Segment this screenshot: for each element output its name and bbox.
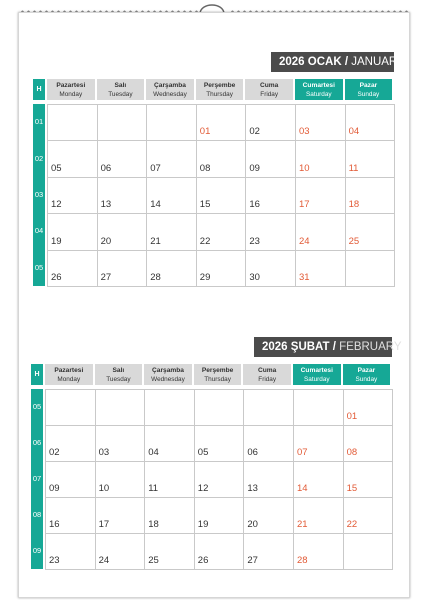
day-cell[interactable] (96, 426, 146, 462)
weekday-header-sunday (345, 79, 393, 100)
day-number: 12 (197, 483, 209, 494)
weekday-name-tr: Pazartesi (54, 367, 84, 374)
empty-day-cell (346, 251, 396, 287)
day-number: 11 (348, 162, 359, 174)
month-title-february (254, 337, 402, 357)
day-number: 31 (299, 271, 310, 283)
month-title-january (271, 52, 405, 72)
empty-day-cell (344, 534, 394, 570)
day-number: 01 (346, 411, 358, 422)
weekday-name-tr: Pazar (357, 367, 376, 374)
weekday-name-tr: Pazartesi (56, 82, 86, 89)
month-title-en: FEBRUARY (339, 341, 402, 353)
day-number: 02 (49, 447, 60, 458)
day-cell[interactable] (145, 462, 195, 498)
day-cell[interactable] (195, 462, 245, 498)
weekday-header-friday (245, 79, 293, 100)
weekday-name-tr: Cuma (258, 367, 277, 374)
day-number: 29 (199, 271, 211, 283)
day-cell[interactable] (147, 214, 197, 250)
day-cell[interactable] (96, 534, 146, 570)
month-title-sep: / (329, 341, 340, 353)
weekday-name-en: Monday (59, 91, 83, 98)
day-number: 09 (49, 483, 60, 494)
day-number: 22 (199, 235, 211, 247)
weekday-name-en: Sunday (357, 91, 380, 98)
empty-day-cell (195, 390, 245, 426)
day-number: 07 (150, 162, 161, 174)
day-number: 04 (348, 126, 360, 138)
day-number: 28 (150, 271, 161, 283)
weekday-name-en: Friday (258, 376, 277, 383)
day-number: 18 (348, 199, 360, 211)
day-number: 03 (98, 447, 110, 458)
day-cell[interactable] (197, 214, 247, 250)
week-number: 04 (34, 226, 44, 236)
day-number: 10 (98, 483, 110, 494)
day-number: 13 (247, 483, 258, 494)
day-cell[interactable] (296, 214, 346, 250)
weekday-name-tr: Cuma (260, 82, 279, 89)
week-number: 05 (32, 402, 42, 411)
day-number: 09 (249, 162, 260, 174)
weekday-header-wednesday (146, 79, 194, 100)
weekday-name-en: Saturday (304, 376, 330, 383)
weekday-name-en: Tuesday (106, 376, 131, 383)
day-cell[interactable] (296, 105, 346, 141)
week-number: 07 (32, 474, 42, 483)
day-cell[interactable] (246, 178, 296, 214)
weekday-name-tr: Cumartesi (300, 367, 333, 374)
day-number: 21 (150, 235, 161, 247)
day-cell[interactable] (98, 214, 148, 250)
day-cell[interactable] (46, 534, 96, 570)
day-cell[interactable] (98, 251, 148, 287)
day-number: 24 (98, 555, 110, 566)
day-number: 26 (197, 555, 209, 566)
day-cell[interactable] (294, 534, 344, 570)
day-cell[interactable] (197, 105, 247, 141)
day-cell[interactable] (48, 141, 98, 177)
day-cell[interactable] (98, 178, 148, 214)
day-cell[interactable] (195, 534, 245, 570)
day-cell[interactable] (344, 426, 394, 462)
day-number: 28 (297, 555, 308, 566)
month-title-tr: 2026 OCAK (279, 56, 342, 68)
day-number: 25 (148, 555, 159, 566)
weekday-header-thursday (194, 364, 242, 385)
day-number: 03 (299, 126, 310, 138)
day-cell[interactable] (344, 498, 394, 534)
day-number: 08 (199, 162, 211, 174)
day-number: 14 (297, 483, 308, 494)
day-number: 13 (100, 199, 112, 211)
day-cell[interactable] (195, 426, 245, 462)
day-number: 10 (299, 162, 310, 174)
day-cell[interactable] (244, 426, 294, 462)
day-grid (47, 104, 395, 287)
day-number: 19 (197, 519, 209, 530)
day-cell[interactable] (294, 498, 344, 534)
weekday-header-monday (47, 79, 95, 100)
day-cell[interactable] (244, 534, 294, 570)
day-cell[interactable] (147, 178, 197, 214)
day-cell[interactable] (296, 141, 346, 177)
day-cell[interactable] (294, 426, 344, 462)
weekday-header-friday (243, 364, 291, 385)
day-number: 17 (98, 519, 110, 530)
day-number: 06 (100, 162, 112, 174)
weekday-header-saturday (295, 79, 343, 100)
day-cell[interactable] (296, 178, 346, 214)
day-number: 06 (247, 447, 258, 458)
weekday-name-en: Tuesday (108, 91, 133, 98)
day-cell[interactable] (244, 498, 294, 534)
month-title-sep: / (341, 56, 352, 68)
week-number: 06 (32, 438, 42, 447)
day-number: 14 (150, 199, 161, 211)
day-number: 16 (49, 519, 60, 530)
day-number: 25 (348, 235, 360, 247)
day-number: 24 (299, 235, 310, 247)
day-cell[interactable] (197, 141, 247, 177)
day-number: 05 (51, 162, 62, 174)
day-cell[interactable] (197, 178, 247, 214)
day-number: 21 (297, 519, 308, 530)
day-number: 08 (346, 447, 358, 458)
weekday-header-monday (45, 364, 93, 385)
day-number: 02 (249, 126, 260, 138)
day-cell[interactable] (147, 251, 197, 287)
day-number: 01 (199, 126, 211, 138)
weekday-name-en: Thursday (206, 91, 233, 98)
week-number: 05 (34, 262, 44, 272)
weekday-header-wednesday (144, 364, 192, 385)
day-cell[interactable] (346, 178, 396, 214)
day-grid (45, 389, 393, 570)
day-cell[interactable] (46, 426, 96, 462)
day-number: 27 (247, 555, 258, 566)
month-calendar-january (33, 79, 395, 286)
day-number: 30 (249, 271, 260, 283)
weekday-name-en: Wednesday (153, 91, 187, 98)
day-cell[interactable] (48, 214, 98, 250)
day-cell[interactable] (96, 498, 146, 534)
day-cell[interactable] (98, 141, 148, 177)
day-cell[interactable] (246, 105, 296, 141)
week-col-header: H (31, 364, 43, 385)
weekday-name-en: Wednesday (151, 376, 185, 383)
weekday-name-en: Sunday (355, 376, 378, 383)
weekday-name-en: Friday (260, 91, 279, 98)
week-number: 01 (34, 117, 44, 127)
day-cell[interactable] (246, 141, 296, 177)
day-cell[interactable] (294, 462, 344, 498)
day-cell[interactable] (344, 390, 394, 426)
empty-day-cell (147, 105, 197, 141)
day-cell[interactable] (244, 462, 294, 498)
day-number: 15 (346, 483, 358, 494)
weekday-name-tr: Salı (114, 82, 127, 89)
weekday-header-tuesday (97, 79, 145, 100)
week-number: 08 (32, 510, 42, 519)
empty-day-cell (294, 390, 344, 426)
weekday-name-tr: Çarşamba (154, 82, 186, 89)
week-col-header: H (33, 79, 45, 100)
day-cell[interactable] (145, 426, 195, 462)
week-number: 03 (34, 190, 44, 199)
empty-day-cell (244, 390, 294, 426)
weekday-name-en: Saturday (306, 91, 332, 98)
day-cell[interactable] (48, 251, 98, 287)
day-cell[interactable] (48, 178, 98, 214)
week-number: 02 (34, 153, 44, 163)
day-number: 23 (249, 235, 260, 247)
day-number: 22 (346, 519, 358, 530)
weekday-name-tr: Cumartesi (302, 82, 335, 89)
day-cell[interactable] (147, 141, 197, 177)
day-number: 20 (247, 519, 258, 530)
day-cell[interactable] (46, 462, 96, 498)
day-cell[interactable] (246, 251, 296, 287)
day-number: 12 (51, 199, 62, 211)
day-cell[interactable] (296, 251, 346, 287)
day-cell[interactable] (145, 498, 195, 534)
day-cell[interactable] (197, 251, 247, 287)
weekday-header-tuesday (95, 364, 143, 385)
day-cell[interactable] (344, 462, 394, 498)
empty-day-cell (96, 390, 146, 426)
empty-day-cell (145, 390, 195, 426)
weekday-header-sunday (343, 364, 391, 385)
day-number: 04 (148, 447, 159, 458)
day-number: 11 (148, 483, 159, 494)
day-number: 17 (299, 199, 310, 211)
day-number: 20 (100, 235, 112, 247)
empty-day-cell (46, 390, 96, 426)
day-cell[interactable] (96, 462, 146, 498)
weekday-header-saturday (293, 364, 341, 385)
day-number: 16 (249, 199, 260, 211)
month-title-tr: 2026 ŞUBAT (262, 341, 330, 353)
month-title-en: JANUARY (351, 56, 405, 68)
week-number: 09 (32, 546, 42, 555)
weekday-name-en: Thursday (204, 376, 231, 383)
day-number: 26 (51, 271, 62, 283)
day-number: 07 (297, 447, 308, 458)
weekday-name-tr: Çarşamba (152, 367, 184, 374)
day-cell[interactable] (346, 141, 396, 177)
weekday-header-thursday (196, 79, 244, 100)
day-number: 23 (49, 555, 60, 566)
day-cell[interactable] (46, 498, 96, 534)
day-number: 15 (199, 199, 211, 211)
weekday-name-tr: Pazar (359, 82, 378, 89)
day-number: 19 (51, 235, 62, 247)
day-cell[interactable] (346, 105, 396, 141)
day-cell[interactable] (145, 534, 195, 570)
weekday-name-en: Monday (57, 376, 81, 383)
empty-day-cell (48, 105, 98, 141)
day-number: 18 (148, 519, 159, 530)
day-number: 27 (100, 271, 112, 283)
weekday-name-tr: Perşembe (203, 82, 236, 89)
day-cell[interactable] (195, 498, 245, 534)
day-number: 05 (197, 447, 209, 458)
day-cell[interactable] (246, 214, 296, 250)
empty-day-cell (98, 105, 148, 141)
month-calendar-february (31, 364, 393, 572)
weekday-name-tr: Perşembe (201, 367, 234, 374)
day-cell[interactable] (346, 214, 396, 250)
weekday-name-tr: Salı (112, 367, 125, 374)
